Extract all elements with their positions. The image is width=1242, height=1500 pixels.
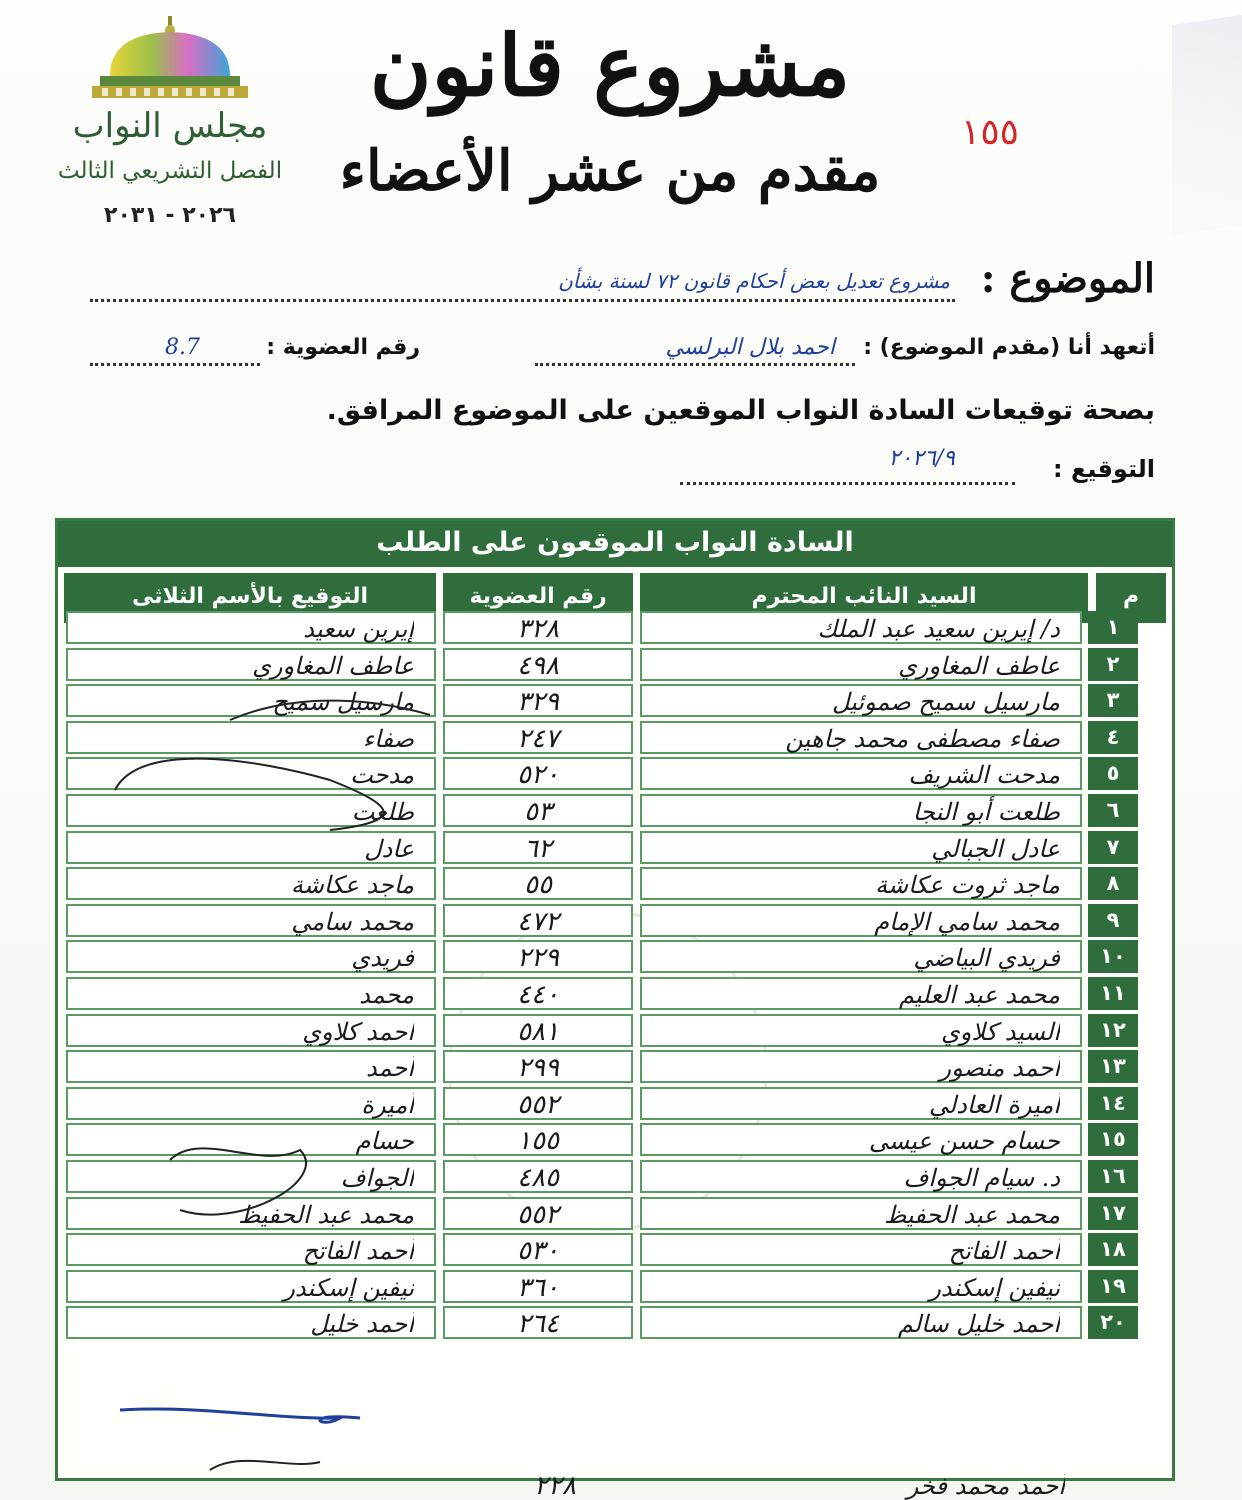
row-name-cell-text: أحمد منصور [939, 1054, 1060, 1083]
row-name-cell-text: محمد عبد الحفيظ [884, 1200, 1060, 1229]
row-membership-cell-text: ٥٥ [524, 870, 552, 901]
row-name-cell-text: مارسيل سميح صموئيل [831, 688, 1060, 717]
row-index: ١٩ [1088, 1270, 1138, 1303]
row-membership-cell-text: ٥٣ [524, 797, 552, 827]
row-signature-cell-text: صفاء [362, 724, 414, 753]
row-name-cell-text: صفاء مصطفى محمد جاهين [785, 724, 1060, 753]
row-signature-cell-text: محمد [359, 981, 414, 1009]
row-signature-cell-text: مدحت [350, 761, 414, 790]
row-membership-cell-text: ٢٦٤ [517, 1309, 559, 1340]
row-membership-cell-text: ٥٣٠ [517, 1236, 559, 1267]
row-index: ١٢ [1088, 1014, 1138, 1047]
row-name-cell-text: أحمد خليل سالم [897, 1310, 1060, 1339]
row-signature-cell-text: عادل [364, 834, 414, 863]
row-name-cell-text: محمد سامي الإمام [874, 907, 1060, 936]
row-index: ٥ [1088, 757, 1138, 790]
row-index: ١٣ [1088, 1050, 1138, 1083]
row-name-cell-text: د/ إيرين سعيد عبد الملك [817, 615, 1060, 643]
row-membership-cell-text: ٥٢٠ [517, 760, 559, 791]
row-index: ١٦ [1088, 1160, 1138, 1193]
row-index: ١٥ [1088, 1123, 1138, 1156]
extra-row-membership: ٢٢٨ [534, 1471, 576, 1500]
row-membership-cell-text: ٤٤٠ [517, 980, 559, 1010]
signature-label: التوقيع : [1053, 455, 1155, 483]
row-name-cell-text: أحمد الفاتح [948, 1237, 1060, 1266]
row-index: ٨ [1088, 867, 1138, 900]
column-header-membership: رقم العضوية [443, 573, 633, 623]
row-signature-cell-text: أحمد الفاتح [302, 1237, 414, 1266]
row-name-cell-text: ماجد ثروت عكاشة [875, 871, 1060, 900]
row-membership-cell-text: ٣٢٩ [517, 687, 559, 718]
row-signature-cell-text: أميرة [361, 1090, 414, 1119]
page-title: مشروع قانون [369, 16, 851, 115]
logo-name: مجلس النواب [72, 106, 268, 146]
logo-years: ٢٠٢٦ - ٢٠٣١ [104, 203, 236, 228]
row-signature-cell-text: فريدي [351, 944, 414, 973]
row-signature-cell-text: عاطف المغاوري [252, 651, 414, 680]
row-index: ١٧ [1088, 1197, 1138, 1230]
membership-label: رقم العضوية : [266, 335, 420, 360]
row-membership-cell-text: ٥٥٢ [517, 1199, 559, 1230]
row-name-cell-text: نيفين إسكندر [929, 1273, 1060, 1302]
row-membership-cell-text: ٦٢ [524, 833, 552, 864]
row-membership-cell-text: ٥٨١ [517, 1016, 559, 1047]
row-signature-cell-text: نيفين إسكندر [283, 1273, 414, 1302]
row-membership-cell-text: ٥٥٢ [517, 1089, 559, 1120]
row-name-cell-text: عادل الجبالي [931, 834, 1060, 863]
row-name-cell-text: د. سيام الجواف [903, 1164, 1060, 1192]
row-name-cell-text: حسام حسن عيسى [868, 1127, 1060, 1156]
row-signature-cell-text: أحمد [366, 1054, 414, 1083]
row-index: ٩ [1088, 904, 1138, 937]
row-name-cell-text: أميرة العادلي [928, 1090, 1060, 1119]
row-signature-cell-text: أحمد خليل [310, 1310, 414, 1339]
subject-value: مشروع تعديل بعض أحكام قانون ٧٢ لسنة بشأن [558, 269, 950, 293]
logo-term: الفصل التشريعي الثالث [57, 158, 283, 184]
row-index: ١ [1088, 611, 1138, 644]
row-signature-cell-text: الجواف [340, 1164, 414, 1192]
column-header-index: م [1096, 573, 1166, 623]
membership-value: 8.7 [165, 335, 200, 360]
row-index: ٢٠ [1088, 1306, 1138, 1339]
document-number: ١٥٥ [960, 112, 1019, 153]
row-membership-cell-text: ٢٢٩ [517, 943, 559, 974]
pledge-text: بصحة توقيعات السادة النواب الموقعين على الموضوع المرافق. [326, 395, 1155, 426]
row-membership-cell-text: ١٥٥ [517, 1126, 559, 1157]
row-name-cell-text: طلعت أبو النجا [912, 798, 1060, 826]
row-index: ١٤ [1088, 1087, 1138, 1120]
row-index: ١٠ [1088, 940, 1138, 973]
row-membership-cell-text: ٤٩٨ [517, 650, 559, 681]
submitter-label: أتعهد أنا (مقدم الموضوع) : [863, 335, 1155, 360]
row-name-cell-text: محمد عبد العليم [899, 981, 1060, 1009]
row-signature-cell-text: محمد سامي [291, 907, 414, 936]
submitter-value: احمد بلال البرلسي [665, 335, 835, 360]
row-signature-cell-text: مارسيل سميح [272, 688, 414, 717]
row-index: ١٨ [1088, 1233, 1138, 1266]
row-membership-cell-text: ٣٢٨ [517, 614, 559, 644]
row-signature-cell-text: إيرين سعيد [303, 615, 414, 643]
row-signature-cell-text: ماجد عكاشة [290, 871, 414, 900]
row-signature-cell-text: طلعت [351, 798, 414, 826]
row-name-cell-text: السيد كلاوي [941, 1017, 1060, 1046]
row-index: ٣ [1088, 684, 1138, 717]
row-index: ٦ [1088, 794, 1138, 827]
row-signature-cell-text: محمد عبد الحفيظ [238, 1200, 414, 1229]
row-membership-cell-text: ٢٩٩ [517, 1053, 559, 1084]
row-name-cell-text: عاطف المغاوري [898, 651, 1060, 680]
row-membership-cell-text: ٤٨٥ [517, 1163, 559, 1193]
row-index: ٢ [1088, 648, 1138, 681]
row-name-cell-text: مدحت الشريف [908, 761, 1060, 790]
row-signature-cell-text: احمد كلاوي [302, 1017, 414, 1046]
row-index: ٤ [1088, 721, 1138, 754]
subject-label: الموضوع : [980, 255, 1155, 302]
extra-row-name: أحمد محمد فخر [906, 1472, 1065, 1500]
row-index: ٧ [1088, 831, 1138, 864]
column-header-name: السيد النائب المحترم [640, 573, 1088, 623]
table-title: السادة النواب الموقعون على الطلب [58, 521, 1172, 567]
row-membership-cell-text: ٤٧٢ [517, 906, 559, 937]
signature-value: ٢٠٢٦/٩ [888, 446, 955, 471]
row-index: ١١ [1088, 977, 1138, 1010]
column-header-signature: التوقيع بالأسم الثلاثى [64, 573, 436, 623]
row-membership-cell-text: ٢٤٧ [517, 723, 559, 754]
row-signature-cell-text: حسام [355, 1127, 414, 1156]
page-subtitle: مقدم من عشر الأعضاء [339, 138, 881, 204]
row-name-cell-text: فريدي البياضي [913, 944, 1060, 973]
row-membership-cell-text: ٣٦٠ [517, 1272, 559, 1303]
